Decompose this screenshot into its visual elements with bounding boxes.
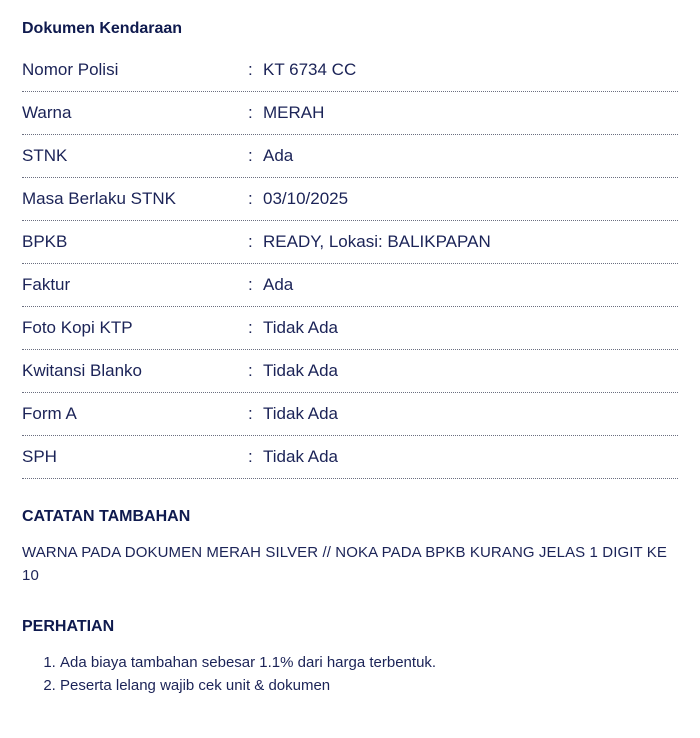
perhatian-item: 1. Ada biaya tambahan sebesar 1.1% dari harga terbentuk. [60, 651, 678, 674]
row-colon: : [248, 318, 253, 337]
row-label: BPKB [22, 232, 68, 251]
perhatian-item: 2. Peserta lelang wajib cek unit & dokumen [60, 674, 678, 697]
row-colon: : [248, 361, 253, 380]
row-masa-berlaku-stnk [22, 178, 678, 221]
row-colon: : [248, 232, 253, 251]
row-warna [22, 92, 678, 135]
row-value: Tidak Ada [263, 318, 338, 337]
row-label: SPH [22, 447, 57, 466]
row-colon: : [248, 103, 253, 122]
row-value: READY, Lokasi: BALIKPAPAN [263, 232, 491, 251]
row-value: Ada [263, 146, 294, 165]
row-label: Masa Berlaku STNK [22, 189, 176, 208]
row-colon: : [248, 60, 253, 79]
row-value: KT 6734 CC [263, 60, 357, 79]
row-value: Tidak Ada [263, 447, 338, 466]
row-value: Tidak Ada [263, 404, 338, 423]
row-value: Tidak Ada [263, 361, 338, 380]
row-colon: : [248, 189, 253, 208]
row-label: STNK [22, 146, 68, 165]
row-kwitansi-blanko [22, 350, 678, 393]
row-form-a [22, 393, 678, 436]
row-value: 03/10/2025 [263, 189, 349, 208]
document-rows [22, 49, 678, 479]
row-label: Kwitansi Blanko [22, 361, 143, 380]
row-colon: : [248, 146, 253, 165]
row-colon: : [248, 404, 253, 423]
row-label: Faktur [22, 275, 71, 294]
perhatian-title: PERHATIAN [22, 618, 115, 635]
row-sph [22, 436, 678, 479]
row-value: Ada [263, 275, 294, 294]
catatan-tambahan-text: WARNA PADA DOKUMEN MERAH SILVER // NOKA PADA BPKB KURANG JELAS 1 DIGIT KE 10 [22, 544, 667, 584]
row-foto-kopi-ktp [22, 307, 678, 350]
dokumen-kendaraan-title: Dokumen Kendaraan [22, 20, 183, 37]
row-value: MERAH [263, 103, 325, 122]
row-colon: : [248, 447, 253, 466]
catatan-tambahan-title: CATATAN TAMBAHAN [22, 508, 191, 525]
row-label: Nomor Polisi [22, 60, 119, 79]
row-nomor-polisi [22, 49, 678, 92]
perhatian-list [22, 651, 678, 697]
row-faktur [22, 264, 678, 307]
row-colon: : [248, 275, 253, 294]
row-label: Warna [22, 103, 72, 122]
row-bpkb [22, 221, 678, 264]
row-stnk [22, 135, 678, 178]
row-label: Form A [22, 404, 77, 423]
row-label: Foto Kopi KTP [22, 318, 133, 337]
